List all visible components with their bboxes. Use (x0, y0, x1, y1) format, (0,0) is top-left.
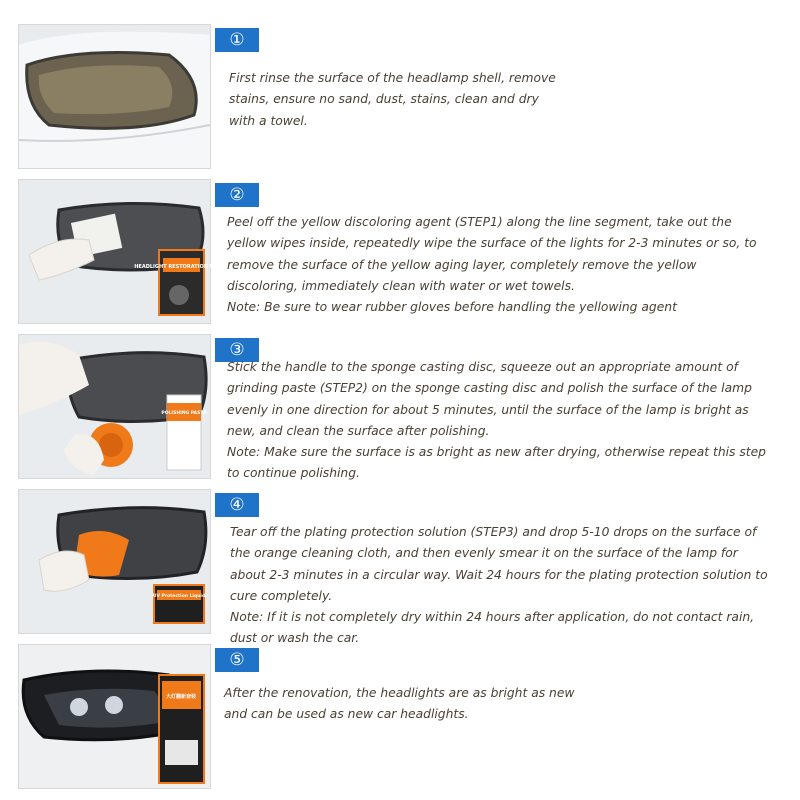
step-5-badge: ⑤ (215, 648, 259, 672)
step-1-badge: ① (215, 28, 259, 52)
step-2-badge: ② (215, 183, 259, 207)
step-3-photo (18, 334, 211, 479)
step-4 (0, 489, 800, 646)
step-1-photo (18, 24, 211, 169)
step-3-note: Note: Make sure the surface is as bright as new after drying, otherwise repeat this step to continue polishing. (227, 445, 766, 481)
step-3-package-label: POLISHING PASTE (161, 411, 207, 416)
polishing-illustration (19, 335, 210, 478)
headlamp-illustration-1 (19, 25, 210, 168)
wiping-illustration (19, 180, 228, 323)
step-2-package-label: HEADLIGHT RESTORATION WIPES (134, 264, 228, 270)
step-5-photo (18, 644, 211, 789)
step-5-instruction: After the renovation, the headlights are as bright as new and can be used as new car headlights. (224, 686, 575, 722)
step-3-text (227, 357, 767, 485)
step-3 (0, 334, 800, 479)
smearing-illustration (19, 490, 210, 633)
step-1-text (229, 68, 559, 132)
step-3-badge: ③ (215, 338, 259, 362)
step-2-photo (18, 179, 228, 324)
step-5 (0, 644, 800, 789)
step-1 (0, 24, 800, 169)
step-2-instruction: Peel off the yellow discoloring agent (STEP1) along the line segment, take out the yellow wipes inside, repeatedly wipe the surface of the lights for 2-3 minutes or so, to remove the surface of the yellow aging layer, completely remove the yellow discoloring, immediately clean with water or wet towels. (227, 215, 757, 293)
step-2-text (227, 212, 767, 318)
step-2 (0, 179, 800, 324)
step-3-instruction: Stick the handle to the sponge casting disc, squeeze out an appropriate amount of grinding paste (STEP2) on the sponge casting disc and polish the surface of the lamp evenly in one direction for about 5 minutes, until the surface of the lamp is bright as new, and clean the surface after polishing. (227, 360, 752, 438)
step-1-instruction: First rinse the surface of the headlamp shell, remove stains, ensure no sand, dust, stains, clean and dry with a towel. (229, 71, 556, 128)
step-4-photo (18, 489, 211, 634)
step-4-text (230, 522, 770, 650)
step-5-text (224, 683, 584, 726)
step-2-note: Note: Be sure to wear rubber gloves before handling the yellowing agent (227, 300, 677, 315)
headlamp-illustration-5 (19, 645, 210, 788)
step-4-instruction: Tear off the plating protection solution (STEP3) and drop 5-10 drops on the surface of the orange cleaning cloth, and then evenly smear it on the surface of the lamp for about 2-3 minutes in a circular way. Wait 24 hours for the plating protection solution to cure completely. (230, 525, 768, 603)
step-5-package-label: 大灯翻新套装 (165, 694, 197, 700)
step-4-package-label: UV Protection Liquid (152, 594, 206, 599)
step-4-note: Note: If it is not completely dry within 24 hours after application, do not contact rain, dust or wash the car. (230, 610, 755, 646)
step-4-badge: ④ (215, 493, 259, 517)
